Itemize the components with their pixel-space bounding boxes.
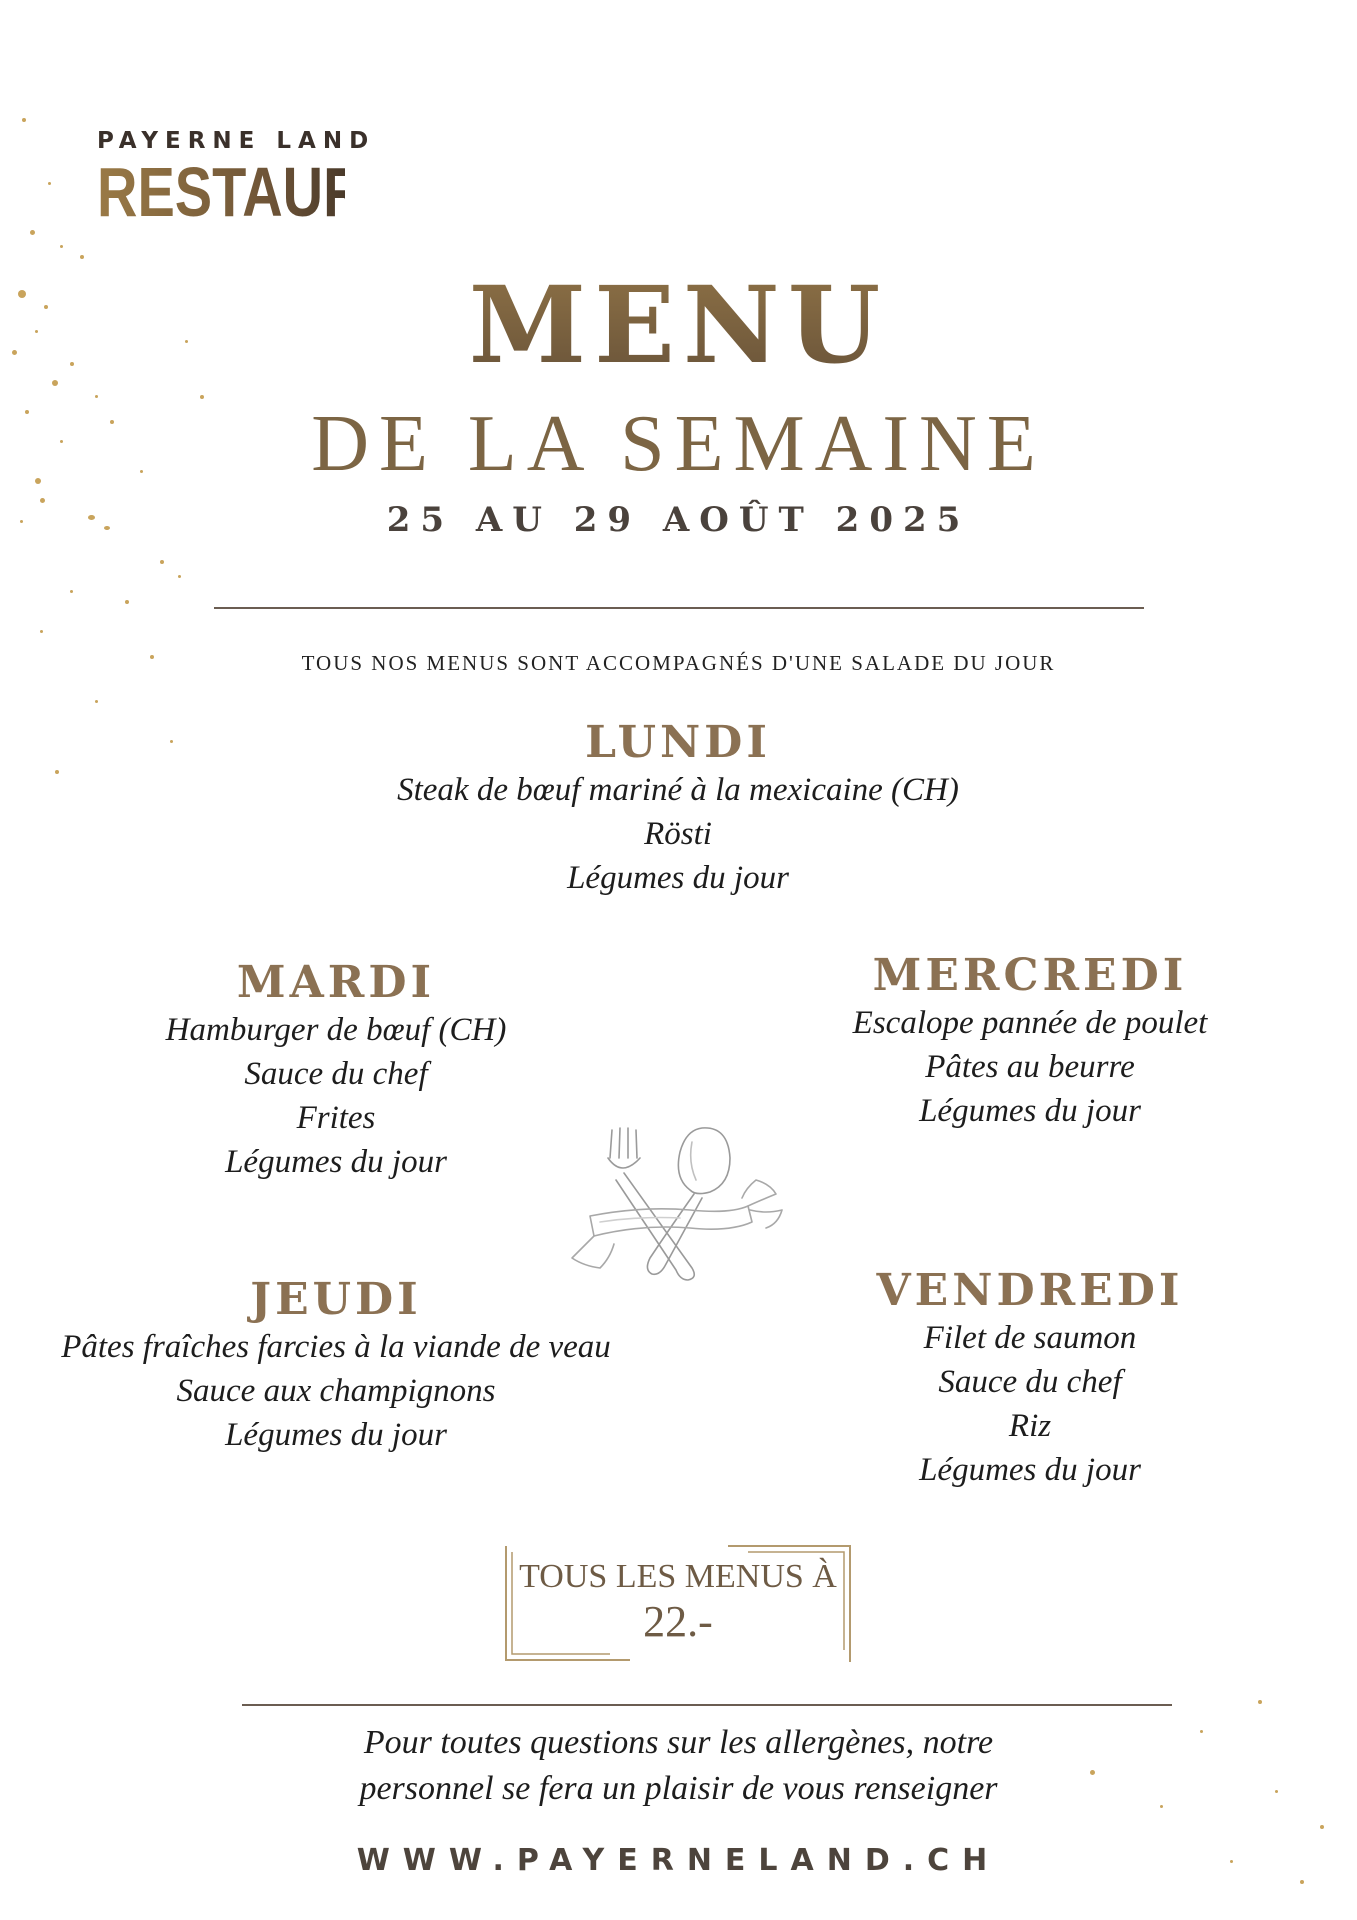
day-mercredi [760, 951, 1300, 1133]
day-name: MARDI [236, 957, 436, 1008]
allergen-line: Pour toutes questions sur les allergènes, notre [363, 1724, 994, 1761]
allergen-notice [0, 1720, 1357, 1812]
dish-item: Sauce du chef [244, 1056, 428, 1092]
cutlery-ribbon-icon [570, 1118, 785, 1298]
price-label: TOUS LES MENUS À [519, 1558, 837, 1595]
dish-item: Hamburger de bœuf (CH) [165, 1012, 507, 1048]
logo-main-text: RESTAURANT [97, 153, 479, 231]
website-link[interactable]: WWW.PAYERNELAND.CH [356, 1843, 1001, 1878]
price-value: 22.- [643, 1597, 713, 1646]
day-mardi [36, 958, 636, 1184]
page-subtitle: DE LA SEMAINE [311, 400, 1046, 488]
dish-item: Légumes du jour [225, 1144, 447, 1180]
page-title: MENU [0, 272, 1357, 378]
dish-item: Riz [1008, 1408, 1052, 1444]
dish-item: Légumes du jour [919, 1452, 1141, 1488]
week-dates: 25 AU 29 AOÛT 2025 [386, 500, 971, 540]
price-box [500, 1542, 856, 1666]
dish-item: Filet de saumon [923, 1320, 1137, 1356]
dish-item: Légumes du jour [567, 860, 789, 896]
price-text [500, 1560, 856, 1644]
day-lundi [278, 718, 1078, 900]
dish-item: Pâtes au beurre [925, 1049, 1135, 1085]
bottom-divider [242, 1704, 1172, 1706]
dish-item: Sauce aux champignons [176, 1373, 496, 1409]
day-vendredi [760, 1266, 1300, 1492]
day-name: JEUDI [250, 1274, 422, 1325]
day-name: LUNDI [585, 717, 771, 768]
day-jeudi [0, 1275, 672, 1457]
dish-item: Pâtes fraîches farcies à la viande de veau [61, 1329, 611, 1365]
dish-item: Sauce du chef [938, 1364, 1122, 1400]
salad-note: TOUS NOS MENUS SONT ACCOMPAGNÉS D'UNE SALADE DU JOUR [301, 651, 1056, 675]
dish-item: Frites [296, 1100, 376, 1136]
dish-item: Escalope pannée de poulet [852, 1005, 1208, 1041]
day-name: VENDREDI [876, 1265, 1184, 1316]
dish-item: Légumes du jour [919, 1093, 1141, 1129]
restaurant-logo [97, 128, 479, 231]
dish-item: Légumes du jour [225, 1417, 447, 1453]
logo-top-text: PAYERNE LAND [97, 128, 376, 154]
dish-item: Rösti [644, 816, 712, 852]
top-divider [214, 607, 1144, 609]
day-name: MERCREDI [872, 950, 1188, 1001]
dish-item: Steak de bœuf mariné à la mexicaine (CH) [397, 772, 959, 808]
allergen-line: personnel se fera un plaisir de vous renseigner [359, 1770, 998, 1807]
